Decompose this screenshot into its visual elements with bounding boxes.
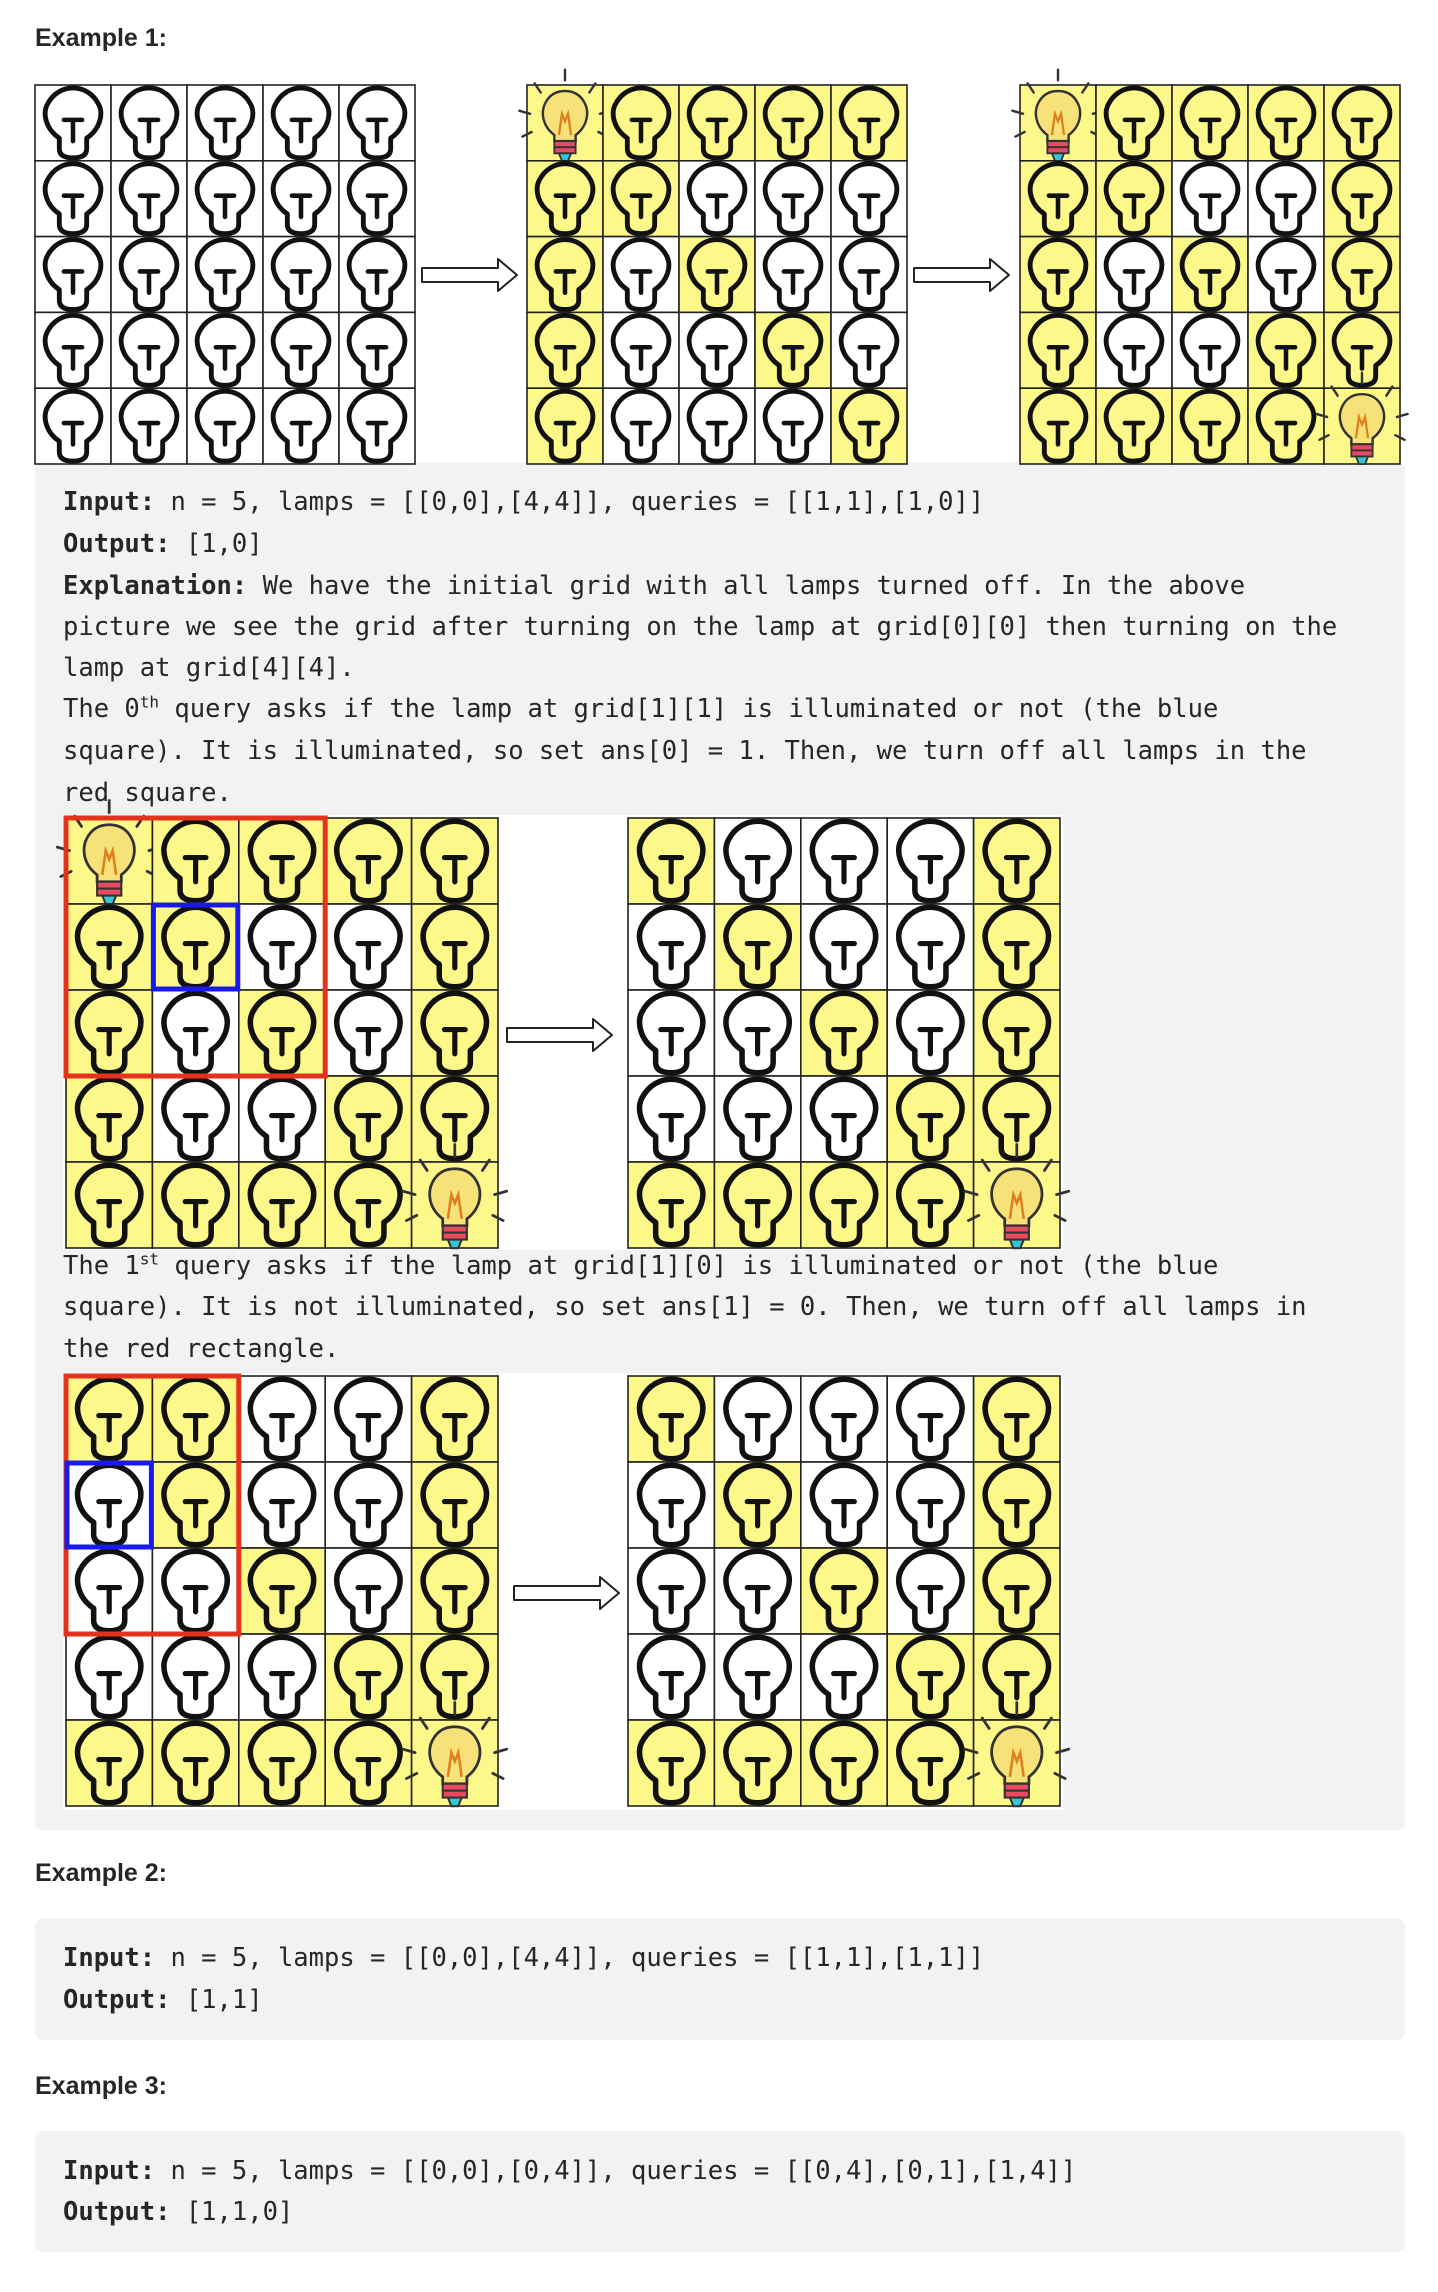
grid-cell <box>801 904 887 990</box>
grid-cell <box>1020 388 1096 464</box>
grid-cell <box>603 161 679 237</box>
grid-cell <box>628 1076 714 1162</box>
ex1-explanation-line-2: picture we see the grid after turning on the lamp at grid[0][0] then turning on the <box>63 612 1338 642</box>
grid-cell <box>339 161 415 237</box>
grid-cell <box>412 1376 498 1462</box>
grid-cell <box>714 1162 800 1248</box>
grid-cell <box>339 388 415 464</box>
grid-cell <box>714 1720 800 1806</box>
grid-cell <box>111 85 187 161</box>
example-2-panel <box>35 1918 1405 2040</box>
grid-cell <box>801 990 887 1076</box>
grid-cell <box>887 818 973 904</box>
grid-cell <box>527 237 603 313</box>
grid-cell <box>66 1162 152 1248</box>
grid-cell <box>1020 312 1096 388</box>
example-2-heading: Example 2: <box>35 1859 168 1887</box>
input-label: Input: <box>63 1943 156 1973</box>
grid-cell <box>1248 312 1324 388</box>
input-label: Input: <box>63 2156 156 2186</box>
grid-cell <box>1096 237 1172 313</box>
output-value: [1,1] <box>170 1985 263 2015</box>
grid-cell <box>1324 85 1400 161</box>
ex1-explanation-line-1 <box>63 566 1245 606</box>
grid-cell <box>66 1462 152 1548</box>
grid-cell <box>263 161 339 237</box>
grid-cell <box>755 388 831 464</box>
grid-cell <box>801 1634 887 1720</box>
query1-text-line-3: the red rectangle. <box>63 1334 340 1364</box>
ex1-explanation-line-3: lamp at grid[4][4]. <box>63 653 355 683</box>
grid-cell <box>239 1076 325 1162</box>
grid-cell <box>66 1376 152 1462</box>
grid-cell <box>628 904 714 990</box>
explanation-text: We have the initial grid with all lamps turned off. In the above <box>247 571 1246 601</box>
grid-cell <box>527 388 603 464</box>
grid-cell <box>187 312 263 388</box>
query0-text-line-3: red square. <box>63 778 232 808</box>
grid-cell <box>239 904 325 990</box>
grid-cell <box>1096 85 1172 161</box>
grid-cell <box>263 85 339 161</box>
grid-cell <box>239 1720 325 1806</box>
query1-text-line-2: square). It is not illuminated, so set ans[1] = 0. Then, we turn off all lamps in <box>63 1292 1307 1322</box>
query0-after-grid <box>628 818 1060 1248</box>
right-arrow-icon <box>512 1571 622 1615</box>
grid-cell <box>152 1076 238 1162</box>
ex3-input-line <box>63 2151 1076 2191</box>
input-value: n = 5, lamps = [[0,0],[4,4]], queries = [[1,1],[1,1]] <box>155 1943 985 1973</box>
grid-cell <box>1096 388 1172 464</box>
grid-cell <box>239 1462 325 1548</box>
grid-cell <box>679 237 755 313</box>
grid-cell <box>187 237 263 313</box>
query1-before-grid <box>66 1376 498 1806</box>
grid-cell <box>152 904 238 990</box>
output-label: Output: <box>63 2197 171 2227</box>
grid-cell <box>755 312 831 388</box>
grid-cell <box>628 1376 714 1462</box>
grid-cell <box>263 388 339 464</box>
grid-cell <box>152 818 238 904</box>
ex1-grid-initial <box>35 85 415 464</box>
grid-cell <box>974 904 1060 990</box>
ex2-input-line <box>63 1938 984 1978</box>
grid-cell <box>325 1076 411 1162</box>
grid-cell <box>1324 237 1400 313</box>
query1-after-grid <box>628 1376 1060 1806</box>
grid-cell <box>1096 312 1172 388</box>
output-label: Output: <box>63 1985 171 2015</box>
grid-cell <box>679 388 755 464</box>
query0-prefix: The 0 <box>63 694 140 724</box>
query1-superscript: st <box>139 1249 160 1269</box>
grid-cell <box>1096 161 1172 237</box>
grid-cell <box>35 85 111 161</box>
grid-cell <box>325 1634 411 1720</box>
grid-cell <box>801 1376 887 1462</box>
grid-cell <box>412 818 498 904</box>
grid-cell <box>111 312 187 388</box>
grid-cell <box>801 1462 887 1548</box>
grid-cell <box>831 237 907 313</box>
grid-cell <box>66 1720 152 1806</box>
grid-cell <box>628 1720 714 1806</box>
ex1-input-line <box>63 482 984 522</box>
grid-cell <box>801 1720 887 1806</box>
grid-cell <box>1020 161 1096 237</box>
grid-cell <box>263 237 339 313</box>
grid-cell <box>887 1720 973 1806</box>
grid-cell <box>239 990 325 1076</box>
grid-cell <box>801 1162 887 1248</box>
grid-cell <box>187 388 263 464</box>
grid-cell <box>35 237 111 313</box>
grid-cell <box>239 1634 325 1720</box>
grid-cell <box>1248 161 1324 237</box>
grid-cell <box>679 85 755 161</box>
grid-cell <box>412 1462 498 1548</box>
grid-cell <box>755 85 831 161</box>
example-3-heading: Example 3: <box>35 2072 168 2100</box>
grid-cell <box>325 1462 411 1548</box>
grid-cell <box>339 312 415 388</box>
query0-text-line-2: square). It is illuminated, so set ans[0] = 1. Then, we turn off all lamps in the <box>63 736 1307 766</box>
grid-cell <box>1020 237 1096 313</box>
query1-prefix: The 1 <box>63 1251 140 1281</box>
grid-cell <box>887 1462 973 1548</box>
grid-cell <box>714 1548 800 1634</box>
output-label: Output: <box>63 529 171 559</box>
query0-superscript: th <box>139 692 160 712</box>
output-value: [1,1,0] <box>170 2197 294 2227</box>
grid-cell <box>887 1376 973 1462</box>
grid-cell <box>339 85 415 161</box>
grid-cell <box>628 818 714 904</box>
grid-cell <box>152 1162 238 1248</box>
grid-cell <box>412 904 498 990</box>
grid-cell <box>1248 237 1324 313</box>
grid-cell <box>239 1548 325 1634</box>
right-arrow-icon <box>912 255 1012 295</box>
grid-cell <box>801 1548 887 1634</box>
grid-cell <box>714 1462 800 1548</box>
grid-cell <box>152 990 238 1076</box>
grid-cell <box>152 1634 238 1720</box>
output-value: [1,0] <box>170 529 263 559</box>
input-value: n = 5, lamps = [[0,0],[0,4]], queries = [[0,4],[0,1],[1,4]] <box>155 2156 1077 2186</box>
grid-cell <box>325 1376 411 1462</box>
grid-cell <box>66 990 152 1076</box>
grid-cell <box>1012 70 1103 161</box>
ex1-grid-lamp00 <box>527 85 907 464</box>
grid-cell <box>1248 85 1324 161</box>
grid-cell <box>887 990 973 1076</box>
ex1-output-line <box>63 524 263 564</box>
query1-text-line-1 <box>63 1246 1218 1286</box>
query0-text-line-1 <box>63 689 1218 729</box>
grid-cell <box>339 237 415 313</box>
grid-cell <box>679 312 755 388</box>
grid-cell <box>974 818 1060 904</box>
grid-cell <box>263 312 339 388</box>
grid-cell <box>325 1720 411 1806</box>
right-arrow-icon <box>420 255 520 295</box>
ex3-output-line <box>63 2192 293 2232</box>
example-1-heading: Example 1: <box>35 24 168 52</box>
grid-cell <box>628 1548 714 1634</box>
right-arrow-icon <box>505 1013 615 1057</box>
grid-cell <box>152 1720 238 1806</box>
grid-cell <box>1172 388 1248 464</box>
grid-cell <box>66 1634 152 1720</box>
grid-cell <box>187 161 263 237</box>
grid-cell <box>519 70 610 161</box>
grid-cell <box>603 388 679 464</box>
grid-cell <box>628 990 714 1076</box>
grid-cell <box>603 237 679 313</box>
grid-cell <box>974 990 1060 1076</box>
grid-cell <box>628 1162 714 1248</box>
grid-cell <box>714 990 800 1076</box>
grid-cell <box>187 85 263 161</box>
grid-cell <box>628 1462 714 1548</box>
grid-cell <box>887 1076 973 1162</box>
query1-text: query asks if the lamp at grid[1][0] is illuminated or not (the blue <box>159 1251 1219 1281</box>
input-label: Input: <box>63 487 156 517</box>
grid-cell <box>801 1076 887 1162</box>
ex1-grid-lamps00-44 <box>1020 85 1400 464</box>
explanation-label: Explanation: <box>63 571 248 601</box>
grid-cell <box>325 990 411 1076</box>
grid-cell <box>755 161 831 237</box>
grid-cell <box>325 1548 411 1634</box>
grid-cell <box>152 1462 238 1548</box>
input-value: n = 5, lamps = [[0,0],[4,4]], queries = [[1,1],[1,0]] <box>155 487 985 517</box>
grid-cell <box>35 312 111 388</box>
grid-cell <box>325 1162 411 1248</box>
grid-cell <box>714 1634 800 1720</box>
grid-cell <box>974 1376 1060 1462</box>
grid-cell <box>831 388 907 464</box>
query0-text: query asks if the lamp at grid[1][1] is illuminated or not (the blue <box>159 694 1219 724</box>
grid-cell <box>111 388 187 464</box>
grid-cell <box>412 990 498 1076</box>
grid-cell <box>527 161 603 237</box>
grid-cell <box>714 818 800 904</box>
grid-cell <box>325 818 411 904</box>
grid-cell <box>1324 161 1400 237</box>
grid-cell <box>679 161 755 237</box>
grid-cell <box>527 312 603 388</box>
grid-cell <box>974 1548 1060 1634</box>
grid-cell <box>887 1548 973 1634</box>
grid-cell <box>714 1376 800 1462</box>
grid-cell <box>887 904 973 990</box>
grid-cell <box>1172 237 1248 313</box>
grid-cell <box>111 161 187 237</box>
grid-cell <box>66 1076 152 1162</box>
grid-cell <box>887 1634 973 1720</box>
grid-cell <box>239 1162 325 1248</box>
grid-cell <box>603 312 679 388</box>
grid-cell <box>239 1376 325 1462</box>
grid-cell <box>831 85 907 161</box>
grid-cell <box>831 161 907 237</box>
grid-cell <box>603 85 679 161</box>
grid-cell <box>325 904 411 990</box>
grid-cell <box>801 818 887 904</box>
grid-cell <box>755 237 831 313</box>
grid-cell <box>831 312 907 388</box>
grid-cell <box>152 1548 238 1634</box>
grid-cell <box>66 904 152 990</box>
grid-cell <box>974 1462 1060 1548</box>
grid-cell <box>1172 85 1248 161</box>
grid-cell <box>714 904 800 990</box>
ex2-output-line <box>63 1980 263 2020</box>
grid-cell <box>714 1076 800 1162</box>
grid-cell <box>1172 161 1248 237</box>
grid-cell <box>111 237 187 313</box>
grid-cell <box>412 1548 498 1634</box>
grid-cell <box>239 818 325 904</box>
grid-cell <box>1172 312 1248 388</box>
query0-before-grid <box>66 818 498 1248</box>
grid-cell <box>35 388 111 464</box>
grid-cell <box>35 161 111 237</box>
grid-cell <box>628 1634 714 1720</box>
grid-cell <box>1248 388 1324 464</box>
grid-cell <box>887 1162 973 1248</box>
grid-cell <box>152 1376 238 1462</box>
grid-cell <box>66 1548 152 1634</box>
